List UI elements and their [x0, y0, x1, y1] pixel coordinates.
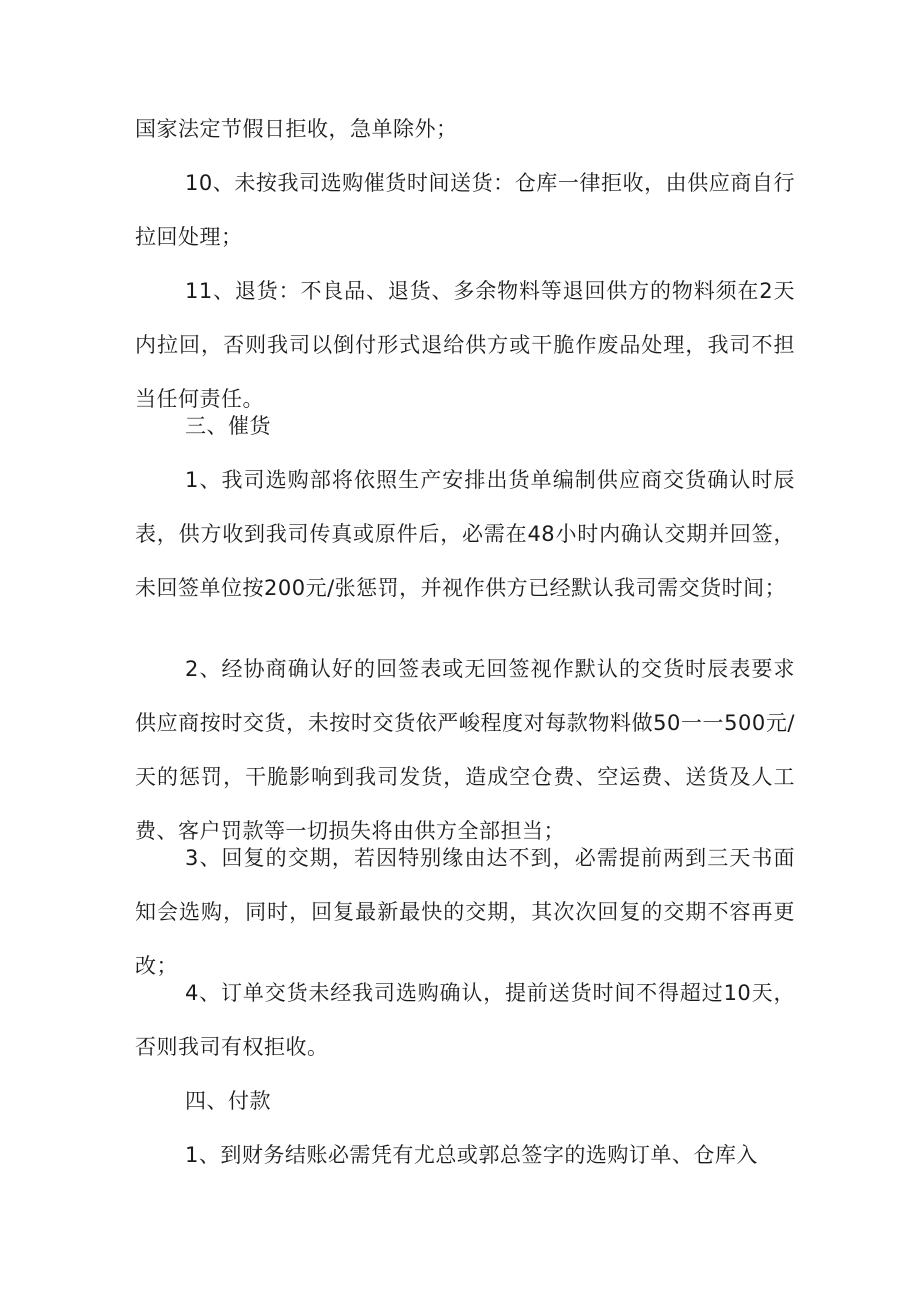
- section-heading-expediting: 三、催货: [185, 414, 271, 438]
- paragraph-expediting-4: 4、订单交货未经我司选购确认，提前送货时间不得超过10天，否则我司有权拒收。: [135, 981, 795, 1059]
- paragraph-payment-1: 1、到财务结账必需凭有尤总或郭总签字的选购订单、仓库入: [185, 1143, 758, 1167]
- paragraph-clause-10: 10、未按我司选购催货时间送货：仓库一律拒收，由供应商自行拉回处理；: [135, 171, 795, 249]
- paragraph-holiday-rejection: 国家法定节假日拒收，急单除外；: [135, 117, 458, 141]
- paragraph-clause-11: 11、退货：不良品、退货、多余物料等退回供方的物料须在2天内拉回，否则我司以倒付形式退给供方或干脆作废品处理，我司不担当任何责任。: [135, 279, 795, 411]
- paragraph-expediting-3: 3、回复的交期，若因特别缘由达不到，必需提前两到三天书面知会选购，同时，回复最新最快的交期，其次次回复的交期不容再更改；: [135, 846, 795, 978]
- section-heading-payment: 四、付款: [185, 1089, 271, 1113]
- paragraph-expediting-1: 1、我司选购部将依照生产安排出货单编制供应商交货确认时辰表，供方收到我司传真或原件后，必需在48小时内确认交期并回签，未回签单位按200元/张惩罚，并视作供方已经默认我司需交货时间；: [135, 468, 795, 600]
- paragraph-expediting-2: 2、经协商确认好的回签表或无回签视作默认的交货时辰表要求供应商按时交货，未按时交货依严峻程度对每款物料做50一一500元/天的惩罚，干脆影响到我司发货，造成空仓费、空运费、送货及人工费、客户罚款等一切损失将由供方全部担当；: [135, 657, 795, 843]
